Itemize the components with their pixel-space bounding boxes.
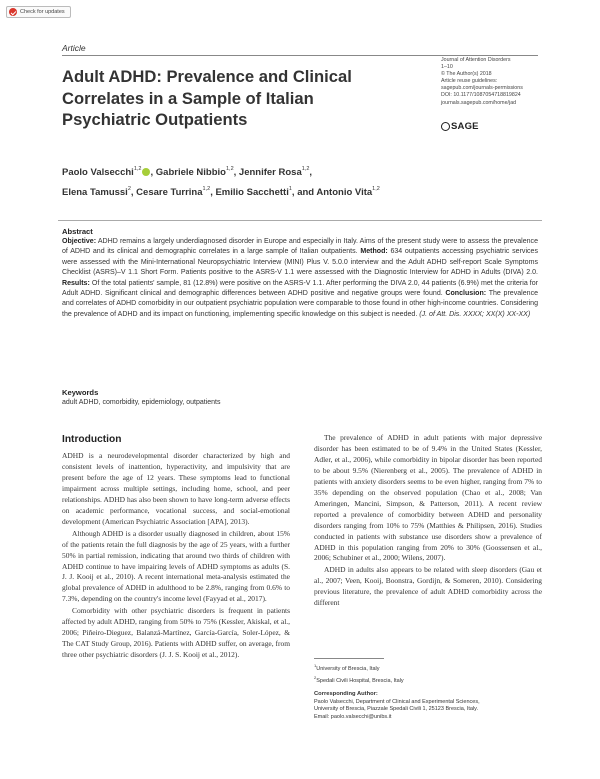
body-paragraph: ADHD is a neurodevelopmental disorder characterized by high and consistent levels of inattention, hyperactivity, and impulsivity that are present before the age of 12 years. These symptoms lead to functional impairment across multiple settings, including home, school, and peer relationships. ADHD has also been shown to have long-term adverse effects on academic performance, vocational success, and social-emotional development (American Psychiatric Association [APA], 2013).: [62, 451, 290, 526]
author-affiliation: 1,2: [301, 166, 310, 172]
publisher-logo: [441, 121, 479, 132]
check-updates-label: Check for updates: [20, 9, 65, 15]
author-name: Gabriele Nibbio: [155, 167, 226, 178]
footnote-divider: [314, 658, 384, 659]
journal-info: [441, 57, 561, 107]
conclusion-label: Conclusion:: [445, 290, 487, 298]
body-paragraph: Although ADHD is a disorder usually diagnosed in children, about 15% of the patients retain the full diagnosis by the age of 25 years, with a further 50% in partial remission, indicating that around two thirds of children with ADHD continue to have impairing levels of ADHD symptoms as adults (S. J. J. Kooij et al., 2010). A recent international meta-analysis estimated the global prevalence of ADHD in adulthood to be 2.8%, ranging from 0.6% to 7.3%, depending on the country's income level (Fayyad et al., 2017).: [62, 528, 290, 604]
author-affiliation: 1,2: [133, 166, 142, 172]
corresponding-author-heading: Corresponding Author:: [314, 691, 378, 698]
author-affiliation: 2: [127, 186, 131, 192]
author-name: Antonio Vita: [316, 187, 373, 198]
body-column-right: [314, 433, 542, 610]
method-label: Method:: [360, 248, 388, 256]
author-name: Jennifer Rosa: [238, 167, 302, 178]
journal-info-line: Journal of Attention Disorders: [441, 57, 511, 63]
checkmark-icon: [9, 8, 17, 16]
sage-logo-icon: [441, 122, 450, 131]
footnotes: [314, 662, 544, 722]
author-affiliation: 1,2: [225, 166, 234, 172]
objective-label: Objective:: [62, 238, 97, 245]
header-divider: [62, 55, 538, 56]
results-label: Results:: [62, 279, 90, 287]
paper-title: Adult ADHD: Prevalence and Clinical Correlates in a Sample of Italian Psychiatric Outpatients: [62, 67, 352, 129]
objective-text: ADHD remains a largely underdiagnosed disorder in Europe and especially in Italy. Aims of the present study were to assess the prevalence of ADHD and its clinical and demographic correlates in a large sample of Italian outpatients.: [62, 238, 538, 256]
publisher-logo-text: SAGE: [451, 121, 479, 132]
author-separator: ,: [130, 187, 137, 198]
journal-info-line: © The Author(s) 2018: [441, 71, 492, 78]
introduction-heading: Introduction: [62, 434, 122, 445]
body-paragraph: Comorbidity with other psychiatric disorders is frequent in patients affected by adult ADHD, ranging from 50% to 75% (Kessler, Akiskal, et al., 2006; Piñeiro-Dieguez, Balanzá-Martínez, García-García, Soler-López, & The CAT Study Group, 2016). Patients with ADHD suffer, on average, from three other psychiatric disorders (J. J. S. Kooij et al., 2012).: [62, 606, 290, 660]
author-affiliation: 1,2: [372, 186, 380, 192]
body-column-left: [62, 451, 290, 662]
author-list: [62, 161, 482, 201]
journal-info-line[interactable]: sagepub.com/journals-permissions: [441, 85, 523, 92]
author-name: Elena Tamussi: [62, 187, 128, 198]
corresponding-line: University of Brescia, Piazzale Spedali Civili 1, 25123 Brescia, Italy.: [314, 706, 479, 713]
abstract-body: [62, 237, 538, 320]
keywords-text: adult ADHD, comorbidity, epidemiology, outpatients: [62, 399, 221, 406]
body-paragraph: ADHD in adults also appears to be related with sleep disorders (Gau et al., 2007; Veen, Kooij, Boonstra, Gordijn, & Someren, 2010). Considering previous literature, the prevalence of adult ADHD comorbidity across the different: [314, 565, 542, 608]
body-paragraph: The prevalence of ADHD in adult patients with major depressive disorder has been estimated to be of 9.4% in the United States (Kessler, Adler, et al., 2006), while comorbidity in bipolar disorder has been reported to be about 9.5% (Nierenberg et al., 2005). The prevalence of ADHD in patients with anxiety disorders seems to be even higher, ranging from 7% to 35% depending on the observed population (Chao et al., 2008; Van Ameringen, Mancini, Simpson, & Patterson, 2011). A recent review reported a prevalence of comorbidity between ADHD and personality disorders ranging from 10% to 75% (Matthies & Philipsen, 2016). Studies conducted in patients with substance use disorders show a prevalence of ADHD in this population ranging from 20% to 30% (Goossensen et al., 2006; Schubiner et al., 2000; Wilens, 2007).: [314, 433, 542, 563]
article-type-label: Article: [62, 43, 86, 53]
author-separator: , and: [291, 187, 317, 198]
journal-info-line: DOI: 10.1177/1087054718819824: [441, 92, 521, 99]
journal-info-line: Article reuse guidelines:: [441, 78, 498, 85]
author-name: Emilio Sacchetti: [215, 187, 289, 198]
affiliation-1: $^1$University of Brescia, Italy: [314, 663, 380, 672]
abstract-heading: Abstract: [62, 227, 93, 236]
author-name: Cesare Turrina: [136, 187, 203, 198]
conclusion-text: The prevalence and correlates of ADHD comorbidity in our outpatient psychiatric population were comparable to those found in other high-income countries. Considering the prevalence of ADHD and its impact on functioning, implementing specific knowledge on this subject is needed.: [62, 290, 539, 318]
author-affiliation: 1,2: [202, 186, 211, 192]
author-affiliation: 1: [288, 186, 292, 192]
author-separator: ,: [233, 167, 239, 178]
author-separator: ,: [309, 167, 313, 178]
journal-info-line: 1–10: [441, 64, 453, 71]
corresponding-email[interactable]: Email: paolo.valsecchi@unibs.it: [314, 713, 392, 720]
author-separator: ,: [210, 187, 216, 198]
check-for-updates-badge[interactable]: [6, 6, 71, 18]
journal-info-line[interactable]: journals.sagepub.com/home/jad: [441, 99, 517, 106]
affiliation-2: $^2$Spedali Civili Hospital, Brescia, Italy: [314, 674, 404, 684]
results-text: Of the total patients' sample, 81 (12.8%) were positive on the ASRS-V 1.1. After performing the DIVA 2.0, 44 patients (6.9%) met the criteria for Adult ADHD. Significant clinical and demographic differences between ADHD positive and negative groups were found.: [62, 279, 538, 298]
keywords-heading: Keywords: [62, 388, 99, 397]
author-name: Paolo Valsecchi: [62, 167, 134, 178]
method-text: 634 outpatients accessing psychiatric services were assessed with the Mini-International Neuropsychiatric Interview (MINI) Plus V. 5.0.0 interview and the Adult ADHD self-report Scale Symptoms Checklist (ASRS)–V 1.1 Short Form. Patients positive to the ASRS-V 1.1 were assessed with the Diagnostic Interview for ADHD in Adults (DIVA) 2.0.: [62, 248, 538, 277]
corresponding-line: Paolo Valsecchi, Department of Clinical and Experimental Sciences,: [314, 698, 480, 705]
journal-citation: (J. of Att. Dis. XXXX; XX(X) XX-XX): [419, 310, 531, 318]
author-separator: ,: [150, 167, 156, 178]
